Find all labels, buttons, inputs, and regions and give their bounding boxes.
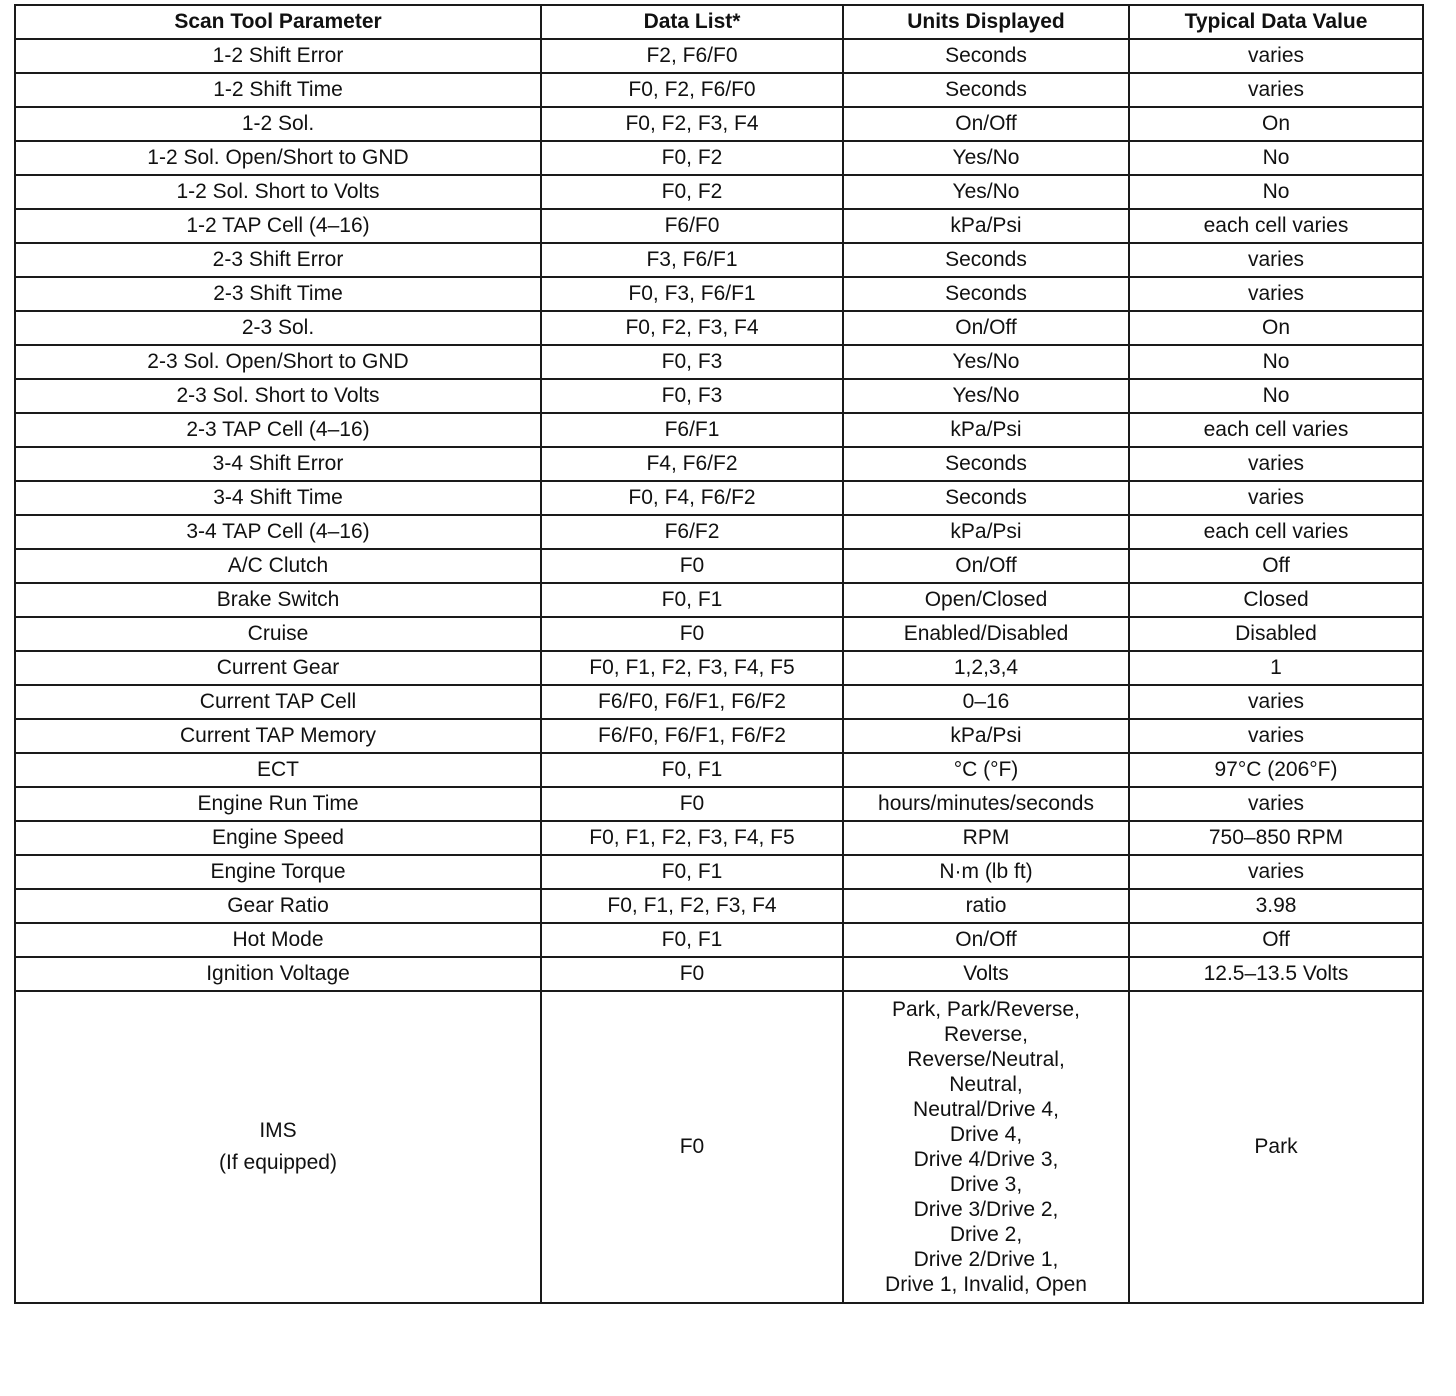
header-data-list: Data List* <box>541 5 843 39</box>
table-header <box>15 5 1423 39</box>
typical-value-cell: No <box>1129 345 1423 379</box>
ims-units-line: Drive 4/Drive 3, <box>913 1148 1059 1171</box>
table-row <box>15 379 1423 413</box>
data-list-cell: F0, F4, F6/F2 <box>541 481 843 515</box>
table-row <box>15 277 1423 311</box>
typical-value-cell: 1 <box>1129 651 1423 685</box>
units-cell: On/Off <box>843 107 1129 141</box>
table-row <box>15 345 1423 379</box>
parameter-cell: A/C Clutch <box>15 549 541 583</box>
typical-value-cell: No <box>1129 141 1423 175</box>
table-row <box>15 923 1423 957</box>
parameter-cell: 1-2 Sol. Short to Volts <box>15 175 541 209</box>
units-cell: Yes/No <box>843 141 1129 175</box>
ims-units-line: Drive 2, <box>949 1223 1023 1246</box>
units-cell: kPa/Psi <box>843 413 1129 447</box>
parameter-cell: 1-2 Sol. Open/Short to GND <box>15 141 541 175</box>
parameter-cell: Gear Ratio <box>15 889 541 923</box>
typical-value-cell: each cell varies <box>1129 515 1423 549</box>
data-list-cell: F0, F2, F6/F0 <box>541 73 843 107</box>
units-cell: 1,2,3,4 <box>843 651 1129 685</box>
units-cell: 0–16 <box>843 685 1129 719</box>
typical-value-cell: 12.5–13.5 Volts <box>1129 957 1423 991</box>
units-cell: °C (°F) <box>843 753 1129 787</box>
units-cell: Volts <box>843 957 1129 991</box>
data-list-cell: F0 <box>541 549 843 583</box>
table-row <box>15 651 1423 685</box>
data-list-cell: F0, F3 <box>541 345 843 379</box>
data-list-cell: F0, F1 <box>541 923 843 957</box>
data-list-cell: F0, F3, F6/F1 <box>541 277 843 311</box>
table-row <box>15 413 1423 447</box>
ims-units-line: Drive 3/Drive 2, <box>913 1198 1059 1221</box>
data-list-cell: F0 <box>541 957 843 991</box>
parameter-cell: Engine Torque <box>15 855 541 889</box>
scan-tool-data-sheet <box>14 4 1422 1304</box>
ims-data-list-cell: F0 <box>541 991 843 1303</box>
units-cell: Seconds <box>843 277 1129 311</box>
data-list-cell: F6/F0, F6/F1, F6/F2 <box>541 719 843 753</box>
table-row <box>15 243 1423 277</box>
parameter-cell: Current Gear <box>15 651 541 685</box>
parameter-cell: 2-3 TAP Cell (4–16) <box>15 413 541 447</box>
typical-value-cell: varies <box>1129 787 1423 821</box>
table-row <box>15 107 1423 141</box>
table-row-ims <box>15 991 1423 1303</box>
units-cell: Yes/No <box>843 175 1129 209</box>
typical-value-cell: On <box>1129 107 1423 141</box>
ims-units-line: Neutral/Drive 4, <box>913 1098 1059 1121</box>
parameter-cell: 3-4 Shift Error <box>15 447 541 481</box>
data-list-cell: F6/F0, F6/F1, F6/F2 <box>541 685 843 719</box>
ims-units-line: Reverse, <box>943 1023 1029 1046</box>
table-row <box>15 719 1423 753</box>
data-list-cell: F0, F1, F2, F3, F4, F5 <box>541 651 843 685</box>
units-cell: Seconds <box>843 73 1129 107</box>
table-row <box>15 583 1423 617</box>
ims-units-line: Neutral, <box>949 1073 1023 1096</box>
units-cell: kPa/Psi <box>843 719 1129 753</box>
parameter-cell: Brake Switch <box>15 583 541 617</box>
typical-value-cell: Off <box>1129 549 1423 583</box>
table-row <box>15 447 1423 481</box>
parameter-cell: 1-2 Sol. <box>15 107 541 141</box>
units-cell: On/Off <box>843 549 1129 583</box>
parameter-cell: Engine Speed <box>15 821 541 855</box>
ims-units-line: Park, Park/Reverse, <box>892 998 1080 1021</box>
units-cell: kPa/Psi <box>843 515 1129 549</box>
ims-parameter-line: (If equipped) <box>219 1151 337 1174</box>
header-row <box>15 5 1423 39</box>
table-row <box>15 889 1423 923</box>
ims-units-line: Drive 3, <box>949 1173 1023 1196</box>
typical-value-cell: varies <box>1129 685 1423 719</box>
table-row <box>15 141 1423 175</box>
header-typical-data-value: Typical Data Value <box>1129 5 1423 39</box>
data-list-cell: F0, F1 <box>541 855 843 889</box>
table-row <box>15 821 1423 855</box>
table-row <box>15 175 1423 209</box>
units-cell: kPa/Psi <box>843 209 1129 243</box>
typical-value-cell: varies <box>1129 447 1423 481</box>
parameter-cell: 2-3 Sol. Short to Volts <box>15 379 541 413</box>
table-row <box>15 957 1423 991</box>
units-cell: Seconds <box>843 481 1129 515</box>
data-list-cell: F0, F1 <box>541 583 843 617</box>
header-scan-tool-parameter: Scan Tool Parameter <box>15 5 541 39</box>
units-cell: Enabled/Disabled <box>843 617 1129 651</box>
typical-value-cell: each cell varies <box>1129 209 1423 243</box>
data-list-cell: F0 <box>541 617 843 651</box>
units-cell: hours/minutes/seconds <box>843 787 1129 821</box>
parameter-cell: Ignition Voltage <box>15 957 541 991</box>
table-row <box>15 753 1423 787</box>
typical-value-cell: varies <box>1129 719 1423 753</box>
ims-units-text <box>885 997 1087 1297</box>
units-cell: RPM <box>843 821 1129 855</box>
parameter-cell: Current TAP Memory <box>15 719 541 753</box>
parameter-cell: Cruise <box>15 617 541 651</box>
parameter-cell: ECT <box>15 753 541 787</box>
data-list-cell: F2, F6/F0 <box>541 39 843 73</box>
data-list-cell: F0, F1 <box>541 753 843 787</box>
data-list-cell: F0, F2, F3, F4 <box>541 311 843 345</box>
table-row <box>15 481 1423 515</box>
units-cell: Yes/No <box>843 345 1129 379</box>
table-row <box>15 515 1423 549</box>
ims-units-cell <box>843 991 1129 1303</box>
data-list-cell: F0, F2 <box>541 175 843 209</box>
typical-value-cell: 3.98 <box>1129 889 1423 923</box>
ims-typical-value-cell: Park <box>1129 991 1423 1303</box>
scan-tool-parameter-table <box>14 4 1424 1304</box>
data-list-cell: F0, F3 <box>541 379 843 413</box>
units-cell: Seconds <box>843 243 1129 277</box>
typical-value-cell: varies <box>1129 73 1423 107</box>
typical-value-cell: No <box>1129 175 1423 209</box>
table-row <box>15 549 1423 583</box>
typical-value-cell: 97°C (206°F) <box>1129 753 1423 787</box>
data-list-cell: F0, F1, F2, F3, F4 <box>541 889 843 923</box>
units-cell: Open/Closed <box>843 583 1129 617</box>
ims-units-line: Reverse/Neutral, <box>907 1048 1065 1071</box>
table-row <box>15 685 1423 719</box>
typical-value-cell: On <box>1129 311 1423 345</box>
parameter-cell: 1-2 TAP Cell (4–16) <box>15 209 541 243</box>
typical-value-cell: Disabled <box>1129 617 1423 651</box>
table-body <box>15 39 1423 1303</box>
units-cell: N·m (lb ft) <box>843 855 1129 889</box>
data-list-cell: F0, F2, F3, F4 <box>541 107 843 141</box>
parameter-cell: 2-3 Sol. <box>15 311 541 345</box>
table-row <box>15 855 1423 889</box>
units-cell: Seconds <box>843 39 1129 73</box>
table-row <box>15 209 1423 243</box>
typical-value-cell: varies <box>1129 481 1423 515</box>
parameter-cell: Hot Mode <box>15 923 541 957</box>
typical-value-cell: varies <box>1129 277 1423 311</box>
parameter-cell: 2-3 Sol. Open/Short to GND <box>15 345 541 379</box>
parameter-cell: 2-3 Shift Time <box>15 277 541 311</box>
parameter-cell: 3-4 Shift Time <box>15 481 541 515</box>
typical-value-cell: Off <box>1129 923 1423 957</box>
data-list-cell: F6/F0 <box>541 209 843 243</box>
typical-value-cell: varies <box>1129 855 1423 889</box>
parameter-cell: 1-2 Shift Error <box>15 39 541 73</box>
table-row <box>15 617 1423 651</box>
ims-units-line: Drive 2/Drive 1, <box>913 1248 1059 1271</box>
data-list-cell: F4, F6/F2 <box>541 447 843 481</box>
units-cell: On/Off <box>843 311 1129 345</box>
typical-value-cell: each cell varies <box>1129 413 1423 447</box>
header-units-displayed: Units Displayed <box>843 5 1129 39</box>
typical-value-cell: varies <box>1129 39 1423 73</box>
parameter-cell: 1-2 Shift Time <box>15 73 541 107</box>
units-cell: Seconds <box>843 447 1129 481</box>
data-list-cell: F3, F6/F1 <box>541 243 843 277</box>
units-cell: On/Off <box>843 923 1129 957</box>
parameter-cell: Engine Run Time <box>15 787 541 821</box>
typical-value-cell: No <box>1129 379 1423 413</box>
parameter-cell: 3-4 TAP Cell (4–16) <box>15 515 541 549</box>
parameter-cell: 2-3 Shift Error <box>15 243 541 277</box>
ims-parameter-cell <box>15 991 541 1303</box>
typical-value-cell: Closed <box>1129 583 1423 617</box>
data-list-cell: F0, F2 <box>541 141 843 175</box>
ims-units-line: Drive 4, <box>949 1123 1023 1146</box>
ims-parameter-line: IMS <box>259 1119 297 1142</box>
data-list-cell: F0 <box>541 787 843 821</box>
table-row <box>15 73 1423 107</box>
data-list-cell: F6/F2 <box>541 515 843 549</box>
ims-parameter-text <box>219 1115 337 1179</box>
units-cell: ratio <box>843 889 1129 923</box>
typical-value-cell: 750–850 RPM <box>1129 821 1423 855</box>
table-row <box>15 787 1423 821</box>
ims-units-line: Drive 1, Invalid, Open <box>885 1273 1087 1296</box>
parameter-cell: Current TAP Cell <box>15 685 541 719</box>
table-row <box>15 311 1423 345</box>
typical-value-cell: varies <box>1129 243 1423 277</box>
units-cell: Yes/No <box>843 379 1129 413</box>
data-list-cell: F0, F1, F2, F3, F4, F5 <box>541 821 843 855</box>
table-row <box>15 39 1423 73</box>
data-list-cell: F6/F1 <box>541 413 843 447</box>
